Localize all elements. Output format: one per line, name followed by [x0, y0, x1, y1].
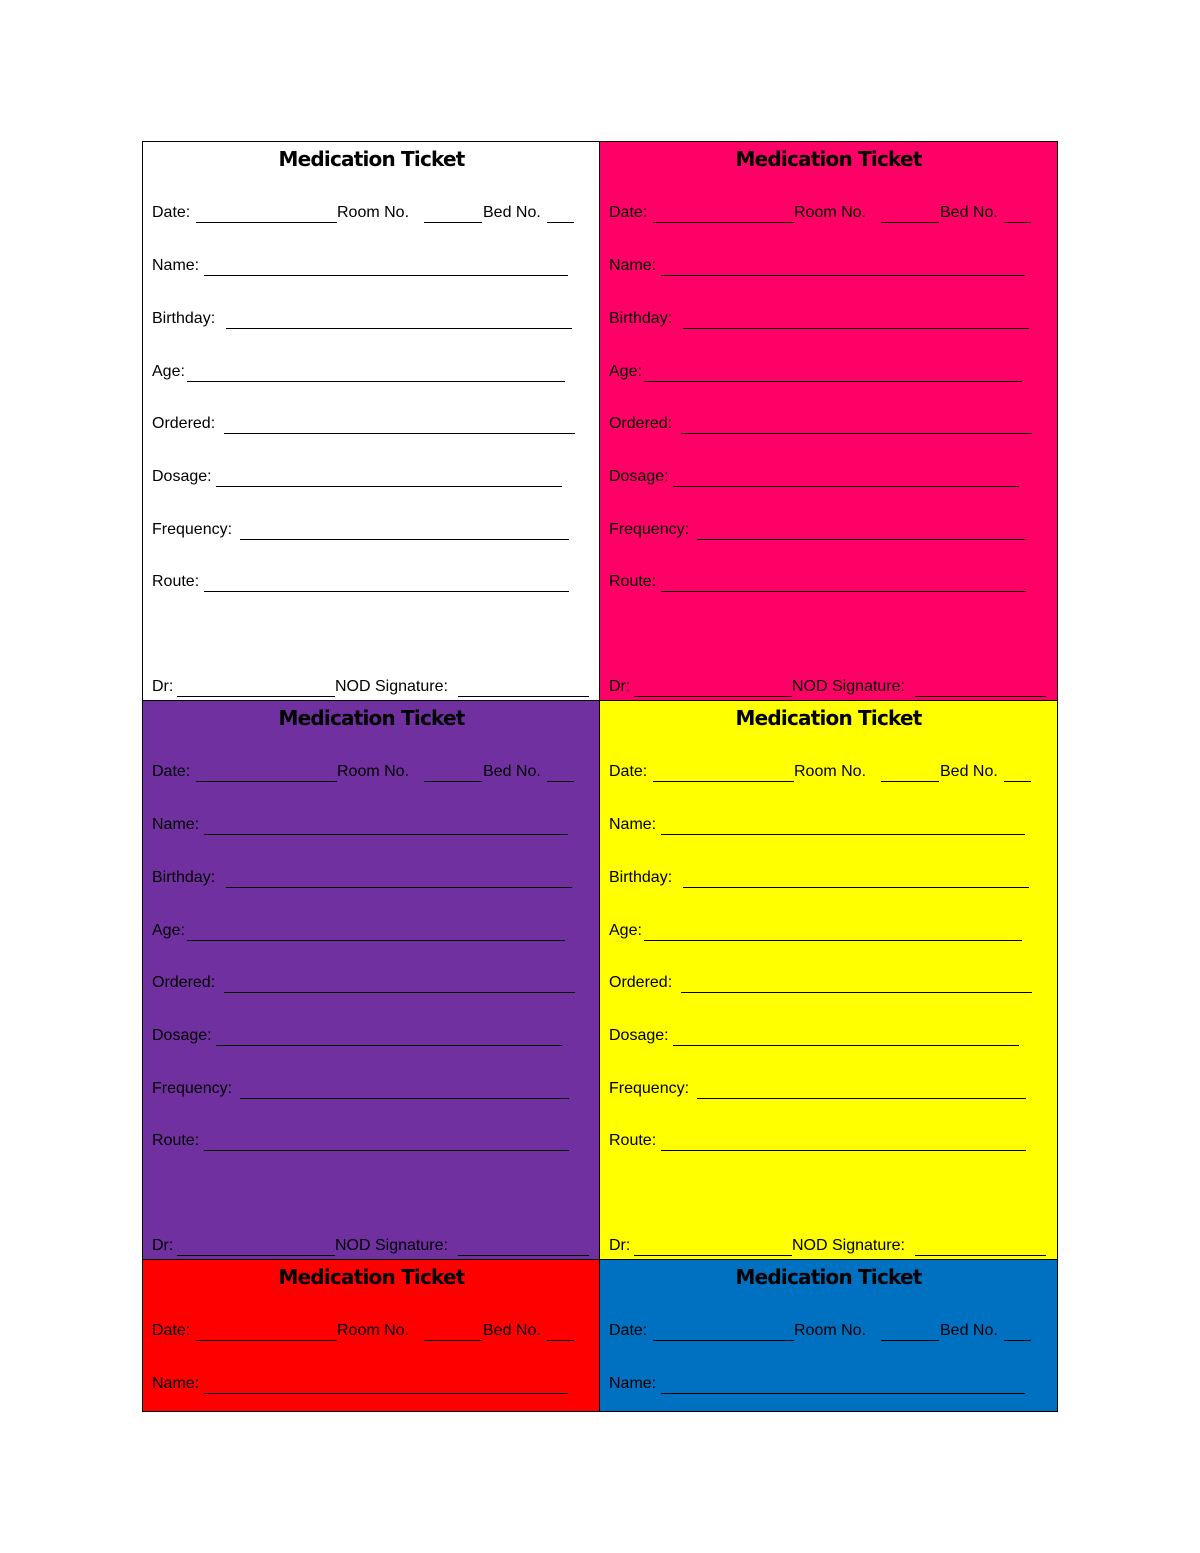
signature-row [609, 1237, 1049, 1259]
dr-line[interactable] [634, 696, 792, 697]
date-label: Date: [152, 204, 191, 221]
date-label: Date: [152, 1322, 191, 1339]
room-line[interactable] [881, 222, 939, 223]
name-row [609, 816, 1029, 838]
name-label: Name: [609, 1375, 657, 1392]
age-row [152, 363, 572, 385]
bed-label: Bed No. [940, 763, 998, 780]
age-line[interactable] [644, 940, 1022, 941]
room-label: Room No. [794, 204, 867, 221]
nod-line[interactable] [458, 696, 589, 697]
route-label: Route: [609, 573, 657, 590]
frequency-row [609, 521, 1029, 543]
bed-label: Bed No. [940, 1322, 998, 1339]
nod-label: NOD Signature: [335, 678, 448, 695]
name-row [152, 1375, 572, 1397]
name-row [152, 816, 572, 838]
ticket-pink [599, 141, 1058, 701]
room-line[interactable] [881, 1340, 939, 1341]
dosage-label: Dosage: [609, 468, 669, 485]
bed-label: Bed No. [483, 1322, 541, 1339]
date-line[interactable] [653, 222, 794, 223]
route-label: Route: [152, 1132, 200, 1149]
frequency-label: Frequency: [152, 521, 233, 538]
room-label: Room No. [794, 1322, 867, 1339]
date-line[interactable] [653, 781, 794, 782]
frequency-label: Frequency: [609, 521, 690, 538]
route-row [609, 1132, 1029, 1154]
birthday-label: Birthday: [609, 869, 673, 886]
name-line[interactable] [661, 275, 1025, 276]
ticket-title: Medication Ticket [735, 706, 922, 730]
room-label: Room No. [337, 763, 410, 780]
route-line[interactable] [661, 591, 1026, 592]
room-label: Room No. [794, 763, 867, 780]
ordered-row [609, 974, 1034, 996]
bed-label: Bed No. [483, 204, 541, 221]
frequency-row [152, 1080, 572, 1102]
name-label: Name: [609, 257, 657, 274]
birthday-row [609, 310, 1034, 332]
room-line[interactable] [424, 222, 482, 223]
frequency-label: Frequency: [609, 1080, 690, 1097]
name-row [609, 257, 1029, 279]
date-label: Date: [609, 204, 648, 221]
age-line[interactable] [187, 940, 565, 941]
name-label: Name: [152, 816, 200, 833]
bed-label: Bed No. [483, 763, 541, 780]
route-line[interactable] [661, 1150, 1026, 1151]
date-row [152, 1322, 577, 1344]
birthday-line[interactable] [683, 887, 1029, 888]
ordered-label: Ordered: [152, 415, 216, 432]
nod-line[interactable] [915, 696, 1046, 697]
date-line[interactable] [196, 781, 337, 782]
age-row [609, 363, 1029, 385]
name-line[interactable] [204, 275, 568, 276]
nod-label: NOD Signature: [792, 1237, 905, 1254]
frequency-row [152, 521, 572, 543]
date-row [152, 763, 577, 785]
age-line[interactable] [644, 381, 1022, 382]
age-label: Age: [609, 922, 642, 939]
frequency-line[interactable] [240, 1098, 569, 1099]
dosage-label: Dosage: [152, 468, 212, 485]
date-label: Date: [609, 763, 648, 780]
bed-line[interactable] [547, 222, 574, 223]
name-line[interactable] [661, 834, 1025, 835]
name-line[interactable] [204, 1393, 568, 1394]
dosage-row [609, 468, 1029, 490]
room-line[interactable] [881, 781, 939, 782]
route-line[interactable] [204, 1150, 569, 1151]
birthday-row [609, 869, 1034, 891]
room-label: Room No. [337, 204, 410, 221]
ticket-white [142, 141, 601, 701]
birthday-label: Birthday: [152, 869, 216, 886]
birthday-line[interactable] [226, 328, 572, 329]
date-row [609, 1322, 1034, 1344]
ticket-title: Medication Ticket [735, 1265, 922, 1289]
ticket-red [142, 1259, 601, 1412]
date-label: Date: [152, 763, 191, 780]
date-label: Date: [609, 1322, 648, 1339]
ordered-line[interactable] [681, 992, 1032, 993]
age-row [609, 922, 1029, 944]
ticket-title: Medication Ticket [278, 706, 465, 730]
ordered-row [152, 415, 577, 437]
dosage-line[interactable] [673, 1045, 1019, 1046]
dosage-line[interactable] [216, 1045, 562, 1046]
ticket-yellow [599, 700, 1058, 1260]
room-label: Room No. [337, 1322, 410, 1339]
dosage-row [152, 468, 572, 490]
date-line[interactable] [196, 1340, 337, 1341]
ordered-line[interactable] [224, 433, 575, 434]
dosage-line[interactable] [673, 486, 1019, 487]
date-row [152, 204, 577, 226]
dr-label: Dr: [609, 678, 631, 695]
bed-label: Bed No. [940, 204, 998, 221]
nod-label: NOD Signature: [792, 678, 905, 695]
date-row [609, 204, 1034, 226]
dr-line[interactable] [177, 1255, 335, 1256]
route-row [152, 1132, 572, 1154]
frequency-line[interactable] [697, 1098, 1026, 1099]
bed-line[interactable] [547, 781, 574, 782]
bed-line[interactable] [1004, 1340, 1031, 1341]
ordered-row [152, 974, 577, 996]
birthday-row [152, 869, 577, 891]
name-line[interactable] [204, 834, 568, 835]
dosage-line[interactable] [216, 486, 562, 487]
birthday-row [152, 310, 577, 332]
birthday-line[interactable] [226, 887, 572, 888]
date-line[interactable] [196, 222, 337, 223]
signature-row [152, 1237, 592, 1259]
ordered-line[interactable] [224, 992, 575, 993]
birthday-line[interactable] [683, 328, 1029, 329]
name-label: Name: [152, 1375, 200, 1392]
dr-line[interactable] [634, 1255, 792, 1256]
route-row [609, 573, 1029, 595]
ordered-row [609, 415, 1034, 437]
route-row [152, 573, 572, 595]
ticket-sheet [142, 141, 1058, 1412]
ordered-label: Ordered: [609, 974, 673, 991]
frequency-line[interactable] [240, 539, 569, 540]
age-row [152, 922, 572, 944]
ordered-label: Ordered: [152, 974, 216, 991]
dosage-label: Dosage: [152, 1027, 212, 1044]
ticket-blue [599, 1259, 1058, 1412]
name-label: Name: [152, 257, 200, 274]
dr-label: Dr: [609, 1237, 631, 1254]
room-line[interactable] [424, 1340, 482, 1341]
dosage-row [609, 1027, 1029, 1049]
frequency-row [609, 1080, 1029, 1102]
name-row [609, 1375, 1029, 1397]
nod-line[interactable] [458, 1255, 589, 1256]
ticket-title: Medication Ticket [278, 147, 465, 171]
room-line[interactable] [424, 781, 482, 782]
ordered-label: Ordered: [609, 415, 673, 432]
date-line[interactable] [653, 1340, 794, 1341]
name-label: Name: [609, 816, 657, 833]
ordered-line[interactable] [681, 433, 1032, 434]
frequency-line[interactable] [697, 539, 1026, 540]
bed-line[interactable] [1004, 222, 1031, 223]
name-line[interactable] [661, 1393, 1025, 1394]
nod-label: NOD Signature: [335, 1237, 448, 1254]
signature-row [609, 678, 1049, 700]
dr-label: Dr: [152, 678, 174, 695]
dr-label: Dr: [152, 1237, 174, 1254]
bed-line[interactable] [1004, 781, 1031, 782]
nod-line[interactable] [915, 1255, 1046, 1256]
dosage-label: Dosage: [609, 1027, 669, 1044]
age-line[interactable] [187, 381, 565, 382]
frequency-label: Frequency: [152, 1080, 233, 1097]
ticket-title: Medication Ticket [735, 147, 922, 171]
age-label: Age: [152, 922, 185, 939]
route-line[interactable] [204, 591, 569, 592]
age-label: Age: [152, 363, 185, 380]
birthday-label: Birthday: [609, 310, 673, 327]
ticket-purple [142, 700, 601, 1260]
bed-line[interactable] [547, 1340, 574, 1341]
age-label: Age: [609, 363, 642, 380]
route-label: Route: [609, 1132, 657, 1149]
dosage-row [152, 1027, 572, 1049]
ticket-title: Medication Ticket [278, 1265, 465, 1289]
date-row [609, 763, 1034, 785]
name-row [152, 257, 572, 279]
birthday-label: Birthday: [152, 310, 216, 327]
dr-line[interactable] [177, 696, 335, 697]
signature-row [152, 678, 592, 700]
route-label: Route: [152, 573, 200, 590]
